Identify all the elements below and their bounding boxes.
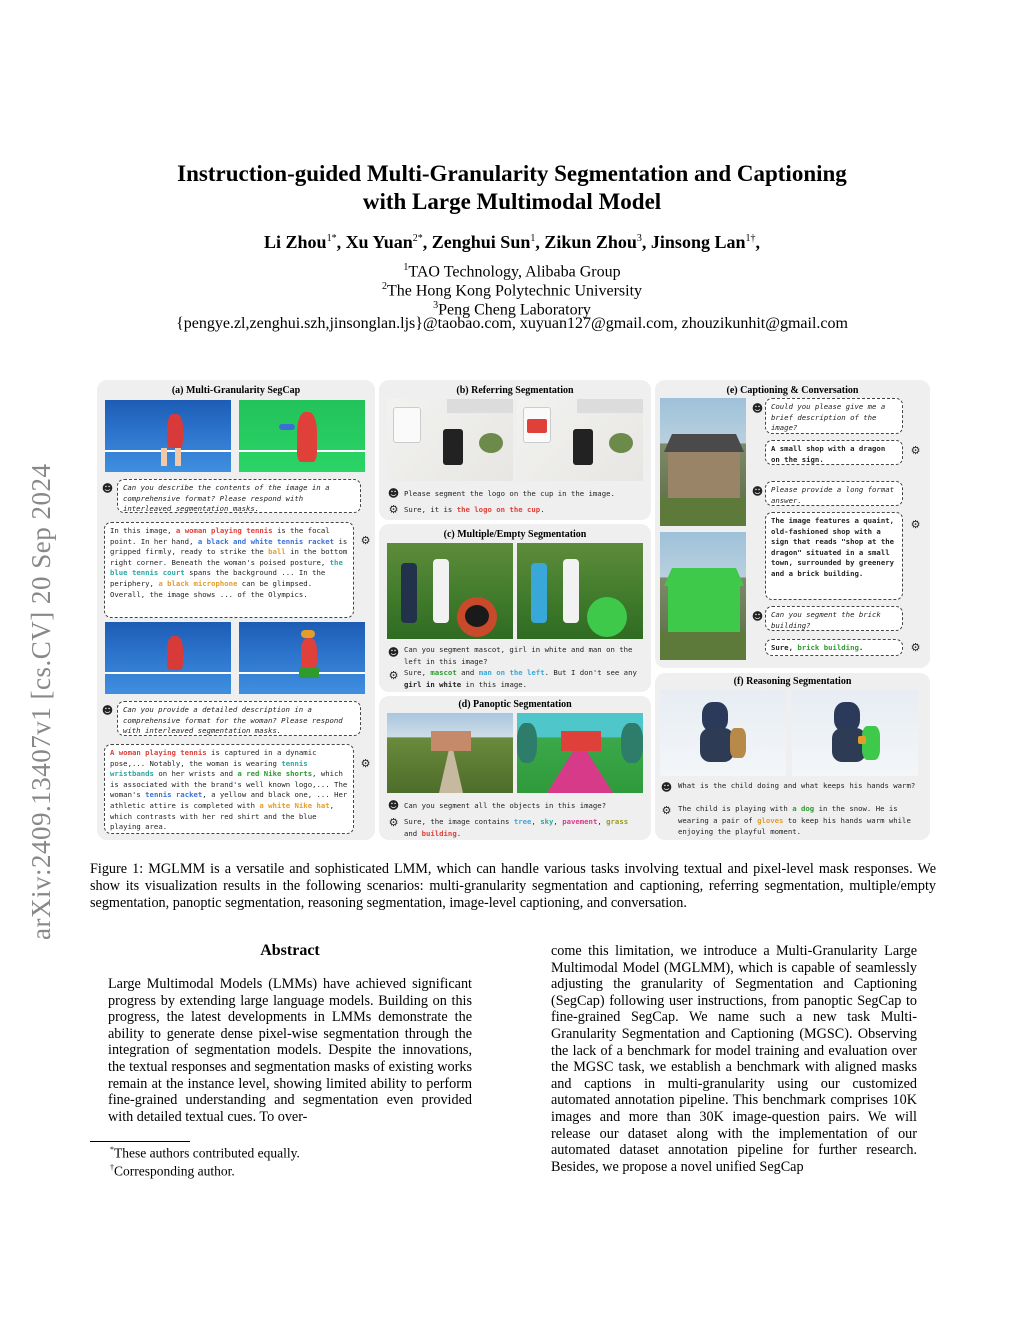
robot-icon: ⚙ (388, 816, 399, 829)
robot-icon: ⚙ (910, 444, 921, 457)
snow-mask-image (792, 690, 918, 776)
highlighted-phrase: A woman playing tennis (110, 748, 207, 757)
desk-logo-mask-image (517, 399, 643, 481)
answer-text: Sure, mascot and man on the left. But I don't see any girl in white in this image. (404, 668, 637, 689)
highlighted-phrase: a dog (792, 804, 815, 813)
baseball-image (387, 543, 513, 639)
shop-mask-image (660, 532, 746, 660)
question-text: Please segment the logo on the cup in the image. (404, 489, 615, 498)
question-bubble: Please provide a long format answer. (765, 481, 903, 506)
caption-text: MGLMM is a versatile and sophisticated LMM, which can handle various tasks involving textual and pixel-level mask responses. We show its visualization results in the following scenarios: multi-granularity segmentation and captioning, referring segmentation, multiple/empty segmentation, panoptic segmentation, reasoning segmentation, image-level captioning, and conversation. (90, 861, 937, 911)
author: Zikun Zhou (544, 232, 637, 252)
highlighted-phrase: brick building (797, 643, 859, 652)
robot-icon: ⚙ (360, 757, 371, 770)
robot-icon: ⚙ (388, 669, 399, 682)
answer-bubble: A woman playing tennis is captured in a dynamic pose,... Notably, the woman is wearing tennis wristbands on her wrists and a red Nike shorts, which is associated with the brand's well known logo,... The woman's tennis racket, a yellow and black one, ... Her athletic attire is completed with a white Nike hat, which contrasts with her red shirt and the blue playing area. (104, 744, 354, 834)
user-icon: ☻ (101, 482, 114, 495)
user-icon: ☻ (387, 646, 400, 659)
footnote: *These authors contributed equally. (110, 1145, 300, 1161)
arxiv-stamp: arXiv:2409.13407v1 [cs.CV] 20 Sep 2024 (26, 463, 56, 940)
highlighted-phrase: tennis wristbands (110, 758, 308, 779)
author-emails: {pengye.zl,zenghui.szh,jinsonglan.ljs}@taobao.com, xuyuan127@gmail.com, zhouzikunhit@gmail.com (176, 315, 848, 332)
affiliation: $^2$The Hong Kong Polytechnic University (381, 281, 643, 300)
affiliation: $^3$Peng Cheng Laboratory (433, 300, 591, 319)
tennis-part-mask-image (239, 622, 365, 694)
footnote: †Corresponding author. (110, 1163, 235, 1179)
panel-title: (f) Reasoning Segmentation (733, 676, 852, 687)
answer-text: Sure, it is the logo on the cup. (404, 505, 545, 514)
panel-e (655, 380, 930, 668)
figure-caption (90, 861, 936, 912)
tennis-image (105, 400, 231, 472)
answer-bubble: The image features a quaint, old-fashioned shop with a sign that reads "shop at the dragon" situated in a small town, surrounded by greenery and a brick building. (765, 512, 903, 600)
highlighted-phrase: building (421, 828, 457, 838)
panel-title: (c) Multiple/Empty Segmentation (443, 529, 587, 540)
question-bubble: Can you segment the brick building? (765, 606, 903, 631)
panel-title: (a) Multi-Granularity SegCap (171, 385, 301, 396)
panel-f (655, 673, 930, 840)
question-text: What is the child doing and what keeps his hands warm? (678, 781, 916, 790)
question-text: Can you segment all the objects in this image? (404, 801, 607, 810)
highlighted-phrase: the blue tennis court (110, 557, 343, 578)
author: Jinsong Lan (650, 232, 746, 252)
title-line-2: with Large Multimodal Model (362, 189, 662, 214)
highlighted-phrase: the logo on the cup (456, 505, 541, 514)
panel-title: (d) Panoptic Segmentation (458, 699, 572, 710)
panel-d (379, 696, 651, 840)
highlighted-phrase: tennis racket (145, 790, 203, 800)
baseball-mask-image (517, 543, 643, 639)
panel-title: (b) Referring Segmentation (456, 385, 574, 396)
panel-title: (e) Captioning & Conversation (726, 385, 859, 396)
snow-image (660, 690, 786, 776)
question-text: Can you segment mascot, girl in white and man on the left in this image? (404, 645, 633, 666)
caption-label: Figure 1: (90, 861, 144, 877)
question-bubble: Can you provide a detailed description in a comprehensive format for the woman? Please respond with interleaved segmentation masks. (117, 701, 361, 736)
user-icon: ☻ (387, 799, 400, 812)
panel-c (379, 524, 651, 692)
shop-image (660, 398, 746, 526)
highlighted-phrase: gloves (757, 815, 784, 825)
answer-text: The child is playing with a dog in the snow. He is wearing a pair of gloves to keep his hands warm while enjoying the playful moment. (678, 804, 911, 836)
answer-bubble: Sure, brick building. (765, 639, 903, 656)
author: Zenghui Sun (431, 232, 531, 252)
highlighted-phrase: a woman playing tennis (175, 526, 273, 535)
highlighted-phrase: pavement (562, 817, 598, 826)
highlighted-phrase: tree (513, 817, 532, 826)
abstract-heading: Abstract (260, 942, 320, 959)
question-bubble: Could you please give me a brief description of the image? (765, 398, 903, 434)
panel-b (379, 380, 651, 520)
garden-panoptic-image (517, 713, 643, 793)
highlighted-phrase: grass (606, 817, 629, 826)
tennis-mask-image (239, 400, 365, 472)
highlighted-phrase: mascot (430, 668, 457, 677)
user-icon: ☻ (751, 485, 764, 498)
footnote-rule (90, 1141, 190, 1142)
user-icon: ☻ (751, 402, 764, 415)
robot-icon: ⚙ (910, 518, 921, 531)
robot-icon: ⚙ (388, 503, 399, 516)
panel-a (97, 380, 375, 840)
highlighted-phrase: a white Nike hat (259, 800, 330, 810)
user-icon: ☻ (660, 781, 673, 794)
question-bubble: Can you describe the contents of the image in a comprehensive format? Please respond with interleaved segmentation masks. (117, 479, 361, 513)
user-icon: ☻ (101, 704, 114, 717)
answer-bubble: A small shop with a dragon on the sign. (765, 440, 903, 465)
title-line-1: Instruction-guided Multi-Granularity Segmentation and Captioning (177, 161, 847, 186)
paper-title (100, 160, 924, 216)
abstract-left-column: Large Multimodal Models (LMMs) have achieved significant progress by extending large language models. Building on this progress, the latest developments in LMMs demonstrate the ability to generate dense pixel-wise segmentation through the integration of segmentation models. Despite the innovations, the textual responses and segmentation masks of existing works remain at the instance level, showing limited ability to perform fine-grained understanding and segmentation even provided with detailed textual cues. To over- (108, 976, 472, 1125)
author: Li Zhou (264, 232, 327, 252)
author: Xu Yuan (345, 232, 413, 252)
desk-image (387, 399, 513, 481)
affiliation: $^1$TAO Technology, Alibaba Group (403, 262, 621, 281)
garden-image (387, 713, 513, 793)
author-list: Li Zhou$^{1*}$, Xu Yuan$^{2*}$, Zenghui Sun$^1$, Zikun Zhou$^3$, Jinsong Lan$^{1\dagger}$, (264, 232, 760, 252)
robot-icon: ⚙ (910, 641, 921, 654)
robot-icon: ⚙ (360, 534, 371, 547)
highlighted-phrase: ball (268, 547, 286, 557)
answer-text: Sure, the image contains tree, sky, pavement, grass and building. (404, 817, 629, 838)
answer-bubble: In this image, a woman playing tennis is the focal point. In her hand, a black and white tennis racket is gripped firmly, ready to strike the ball in the bottom right corner. Beneath the woman's poised posture, the blue tennis court spans the background ... In the periphery, a black microphone can be glimpsed. Overall, the image shows ... of the Olympics. (104, 522, 354, 618)
highlighted-phrase: sky (540, 817, 554, 826)
highlighted-phrase: a red Nike shorts (237, 769, 313, 779)
user-icon: ☻ (751, 610, 764, 623)
highlighted-phrase: a black microphone (158, 578, 238, 588)
highlighted-phrase: man on the left (478, 668, 545, 677)
tennis-image (105, 622, 231, 694)
user-icon: ☻ (387, 487, 400, 500)
highlighted-phrase: a black and white tennis racket (197, 536, 335, 546)
abstract-right-column: come this limitation, we introduce a Multi-Granularity Large Multimodal Model (MGLMM), which is capable of seamlessly adjusting the granularity of Segmentation and Captioning (SegCap) following user instructions, from panoptic SegCap to fine-grained SegCap. We name such a new task Multi-Granularity Segmentation and Captioning (MGSC). Observing the lack of a benchmark for model training and evaluation over the MGSC task, we establish a benchmark with aligned masks and captions in multi-granularity using our customized automated annotation pipeline. This benchmark comprises 10K images and more than 30K image-question pairs. We will release our dataset along with the implementation of our automated dataset annotation pipeline for further research. Besides, we propose a novel unified SegCap (551, 943, 917, 1175)
robot-icon: ⚙ (661, 804, 672, 817)
